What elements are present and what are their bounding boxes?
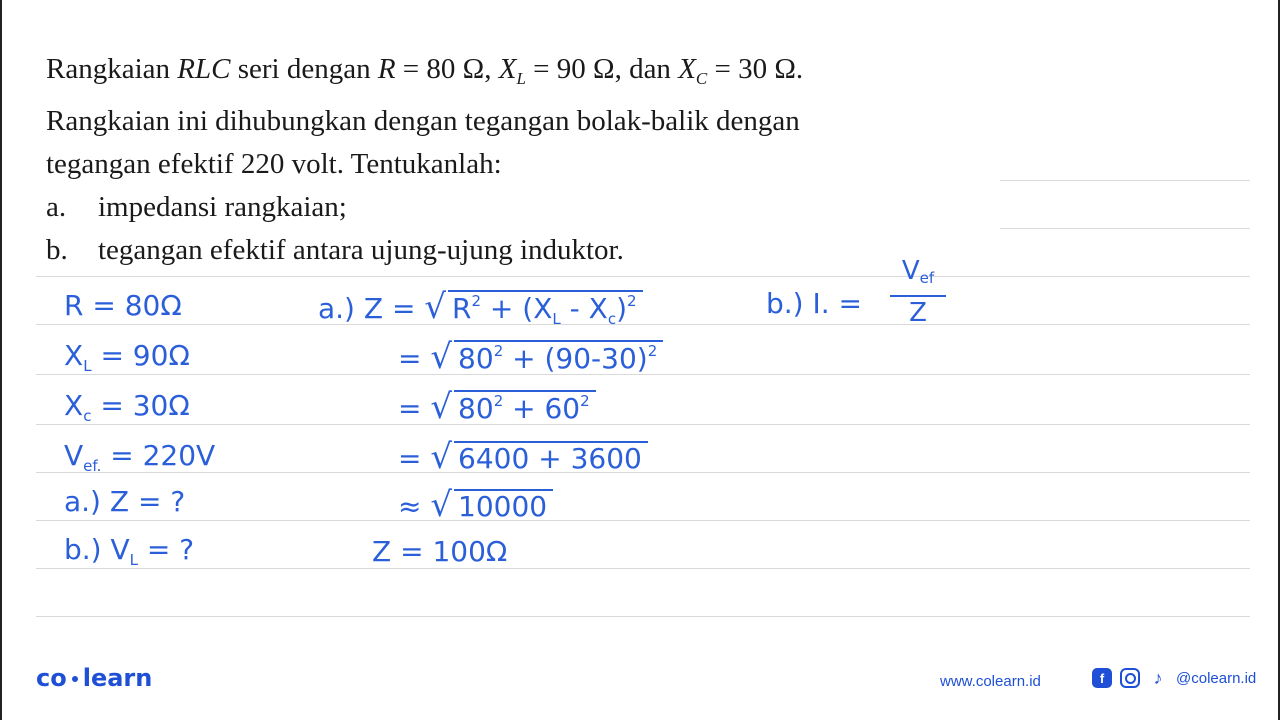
- radicand: [454, 390, 596, 423]
- superscript: 2: [647, 342, 658, 360]
- text: ): [616, 292, 628, 325]
- symbol: X: [64, 339, 84, 372]
- symbol: X: [64, 389, 84, 422]
- logo-part: co: [36, 664, 67, 692]
- problem-line-1: [46, 48, 1046, 100]
- radicand: 10000: [454, 489, 553, 521]
- text: 80: [458, 392, 494, 425]
- ruled-line: [36, 568, 1250, 569]
- radicand: [454, 340, 663, 373]
- asked-inductor-voltage: [64, 533, 195, 569]
- symbol: V: [64, 439, 84, 472]
- problem-statement: [46, 48, 1046, 272]
- known-inductive-reactance: [64, 339, 190, 375]
- frame-left-border: [0, 0, 2, 720]
- sqrt-sign: √: [430, 387, 453, 427]
- superscript: 2: [493, 342, 504, 360]
- current-fraction: [890, 256, 946, 327]
- social-links: [1092, 668, 1256, 688]
- fraction-numerator: [890, 256, 946, 293]
- radicand: [448, 290, 643, 327]
- superscript: 2: [580, 392, 590, 410]
- colearn-logo: [36, 664, 152, 692]
- text: = 30 Ω.: [707, 53, 804, 85]
- ruled-line: [36, 324, 1250, 325]
- ruled-line: [1000, 180, 1250, 181]
- xl-subscript: L: [516, 69, 526, 88]
- subscript: L: [129, 551, 139, 569]
- solution-a-step-1: [318, 287, 643, 328]
- social-handle: @colearn.id: [1176, 669, 1257, 687]
- text: = 90 Ω, dan: [525, 53, 679, 85]
- sqrt-sign: √: [430, 437, 453, 477]
- subscript: ef: [919, 269, 935, 287]
- ruled-line: [36, 616, 1250, 617]
- subscript: ef.: [83, 457, 102, 475]
- solution-a-step-4: [398, 437, 648, 477]
- item-text: impedansi rangkaian;: [98, 191, 347, 223]
- rlc-text: RLC: [177, 53, 231, 85]
- logo-part: learn: [82, 664, 153, 692]
- known-resistance: R = 80Ω: [64, 289, 182, 322]
- website-link[interactable]: www.colearn.id: [940, 673, 1041, 690]
- facebook-icon[interactable]: f: [1092, 668, 1112, 688]
- item-label: a.: [46, 191, 67, 223]
- symbol: b.) V: [64, 533, 130, 566]
- solution-a-step-2: [398, 337, 663, 377]
- sqrt-sign: √: [430, 485, 453, 525]
- value: = ?: [138, 533, 195, 566]
- text: R: [452, 292, 472, 325]
- value: = 30Ω: [91, 389, 190, 422]
- ruled-line: [36, 520, 1250, 521]
- sqrt-sign: √: [430, 337, 453, 377]
- instagram-icon[interactable]: [1120, 668, 1140, 688]
- subscript: L: [552, 310, 561, 328]
- question-item-a: [46, 186, 1046, 229]
- problem-line-3: tegangan efektif 220 volt. Tentukanlah:: [46, 148, 502, 180]
- item-text: tegangan efektif antara ujung-ujung induktor.: [98, 234, 624, 266]
- text: + (X: [481, 292, 553, 325]
- logo-dot: [72, 676, 78, 682]
- text: = 80 Ω,: [395, 53, 499, 85]
- ruled-line: [36, 424, 1250, 425]
- solution-b-label: b.) I. =: [766, 287, 863, 320]
- known-effective-voltage: [64, 439, 216, 475]
- equals: =: [398, 442, 422, 475]
- solution-a-result: Z = 100Ω: [372, 535, 508, 568]
- ruled-line: [36, 276, 1250, 277]
- solution-a-step-3: [398, 387, 596, 427]
- sqrt-sign: √: [424, 287, 446, 327]
- equals: =: [398, 392, 422, 425]
- subscript: c: [83, 407, 92, 425]
- value: = 220V: [101, 439, 216, 472]
- approx: ≈: [398, 490, 422, 523]
- solution-a-label: a.) Z =: [318, 292, 425, 325]
- item-label: b.: [46, 234, 68, 266]
- xc-subscript: C: [695, 69, 708, 88]
- radicand: 6400 + 3600: [454, 441, 648, 473]
- solution-a-step-5: [398, 485, 553, 525]
- asked-impedance: a.) Z = ?: [64, 485, 186, 518]
- problem-line-2: Rangkaian ini dihubungkan dengan tegangan bolak-balik dengan: [46, 105, 800, 137]
- equals: =: [398, 342, 422, 375]
- value: = 90Ω: [91, 339, 190, 372]
- subscript: c: [607, 310, 617, 328]
- text: Rangkaian: [46, 53, 178, 85]
- r-symbol: R: [377, 53, 396, 85]
- fraction-bar: [890, 295, 946, 297]
- text: - X: [560, 292, 608, 325]
- tiktok-icon[interactable]: ♪: [1153, 667, 1163, 688]
- symbol: V: [901, 256, 920, 286]
- xc-symbol: X: [678, 53, 696, 85]
- text: 80: [458, 342, 494, 375]
- superscript: 2: [627, 292, 637, 310]
- fraction-denominator: Z: [909, 298, 927, 328]
- known-capacitive-reactance: [64, 389, 190, 425]
- superscript: 2: [471, 292, 482, 310]
- superscript: 2: [493, 392, 504, 410]
- subscript: L: [83, 357, 92, 375]
- text: + (90-30): [503, 342, 648, 375]
- text: seri dengan: [230, 53, 378, 85]
- ruled-line: [1000, 228, 1250, 229]
- text: + 60: [503, 392, 581, 425]
- xl-symbol: X: [498, 53, 517, 85]
